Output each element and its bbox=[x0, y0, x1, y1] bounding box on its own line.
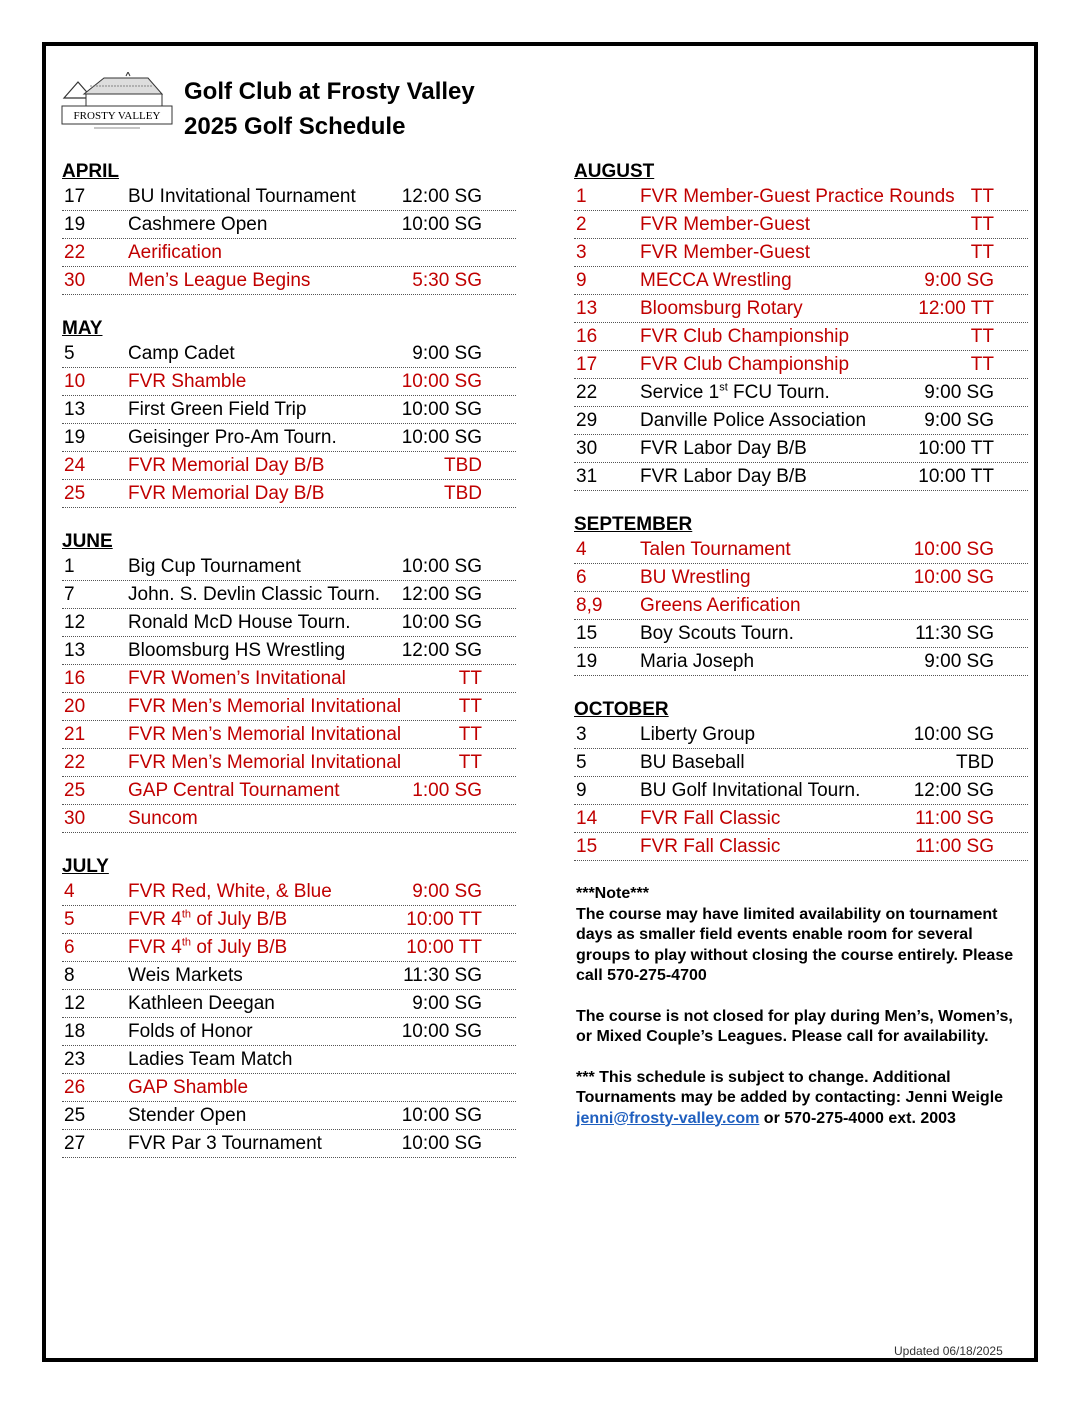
event-name bbox=[128, 669, 346, 689]
schedule-row bbox=[62, 665, 516, 693]
event-name-rest: FCU Tourn. bbox=[727, 382, 830, 403]
month-heading: SEPTEMBER bbox=[574, 514, 693, 535]
event-time: TT bbox=[970, 326, 994, 347]
schedule-row bbox=[62, 637, 516, 665]
event-day: 13 bbox=[64, 399, 86, 420]
event-name bbox=[128, 456, 324, 476]
schedule-row bbox=[62, 267, 516, 295]
month-section-april bbox=[62, 160, 516, 295]
event-name bbox=[640, 540, 791, 560]
schedule-row bbox=[574, 267, 1028, 295]
event-name bbox=[640, 383, 830, 403]
event-day: 27 bbox=[64, 1133, 86, 1154]
event-name bbox=[128, 966, 243, 986]
schedule-row bbox=[62, 211, 516, 239]
schedule-row bbox=[574, 749, 1028, 777]
event-name bbox=[128, 372, 246, 392]
event-day: 14 bbox=[576, 808, 598, 829]
schedule-row bbox=[574, 564, 1028, 592]
event-day: 3 bbox=[576, 724, 587, 745]
event-time: 10:00 SG bbox=[913, 567, 994, 588]
schedule-row bbox=[574, 435, 1028, 463]
month-heading: AUGUST bbox=[574, 161, 655, 182]
schedule-row bbox=[62, 934, 516, 962]
event-name bbox=[640, 781, 860, 801]
note-heading: ***Note*** bbox=[576, 885, 649, 902]
event-day: 30 bbox=[576, 438, 598, 459]
schedule-row bbox=[62, 553, 516, 581]
frosty-valley-logo bbox=[56, 72, 178, 132]
event-name-text: Suncom bbox=[128, 808, 198, 829]
event-time: 12:00 SG bbox=[401, 186, 482, 207]
event-day: 22 bbox=[64, 242, 86, 263]
event-name-rest: of July B/B bbox=[191, 909, 288, 930]
month-section-september bbox=[574, 513, 1028, 676]
event-name-text: FVR Labor Day B/B bbox=[640, 466, 807, 487]
title-line-1: Golf Club at Frosty Valley bbox=[184, 78, 475, 105]
event-name-text: Boy Scouts Tourn. bbox=[640, 623, 794, 644]
event-name-text: Folds of Honor bbox=[128, 1021, 253, 1042]
event-day: 5 bbox=[64, 343, 75, 364]
schedule-row bbox=[574, 620, 1028, 648]
event-name-text: FVR Member-Guest bbox=[640, 214, 810, 235]
schedule-row bbox=[574, 536, 1028, 564]
schedule-row bbox=[574, 721, 1028, 749]
event-time: 11:00 SG bbox=[915, 836, 994, 857]
schedule-row bbox=[62, 777, 516, 805]
event-name bbox=[640, 596, 801, 616]
event-name-text: FVR Men’s Memorial Invitational bbox=[128, 752, 402, 773]
event-name bbox=[640, 568, 751, 588]
event-name bbox=[128, 215, 267, 235]
event-name-text: FVR Memorial Day B/B bbox=[128, 483, 325, 504]
schedule-row bbox=[62, 368, 516, 396]
schedule-row bbox=[574, 323, 1028, 351]
event-name bbox=[128, 994, 275, 1014]
event-day: 3 bbox=[576, 242, 587, 263]
event-name bbox=[640, 837, 780, 857]
schedule-row bbox=[62, 452, 516, 480]
schedule-row bbox=[574, 648, 1028, 676]
event-time: 10:00 SG bbox=[401, 1105, 482, 1126]
event-name-text: FVR Fall Classic bbox=[640, 808, 781, 829]
event-time: 9:00 SG bbox=[924, 382, 994, 403]
schedule-row bbox=[62, 693, 516, 721]
event-name bbox=[128, 641, 345, 661]
event-name bbox=[128, 557, 301, 577]
event-day: 5 bbox=[576, 752, 587, 773]
logo-text: FROSTY VALLEY bbox=[73, 110, 161, 122]
event-time: TT bbox=[970, 186, 994, 207]
schedule-row bbox=[574, 351, 1028, 379]
event-day: 19 bbox=[64, 214, 86, 235]
event-name-text: BU Golf Invitational Tourn. bbox=[640, 780, 861, 801]
event-name-text: FVR Memorial Day B/B bbox=[128, 455, 325, 476]
event-name-text: FVR Shamble bbox=[128, 371, 247, 392]
note-block bbox=[576, 884, 1026, 1149]
schedule-row bbox=[62, 480, 516, 508]
event-time: TT bbox=[970, 214, 994, 235]
schedule-row bbox=[62, 878, 516, 906]
event-name-text: FVR 4 bbox=[128, 937, 182, 958]
event-name-text: Ladies Team Match bbox=[128, 1049, 293, 1070]
event-name bbox=[128, 1078, 248, 1098]
event-time: 11:30 SG bbox=[915, 623, 994, 644]
event-time: 11:30 SG bbox=[403, 965, 482, 986]
event-name-text: FVR Women’s Invitational bbox=[128, 668, 346, 689]
event-day: 30 bbox=[64, 270, 86, 291]
event-time: 12:00 SG bbox=[401, 640, 482, 661]
event-day: 30 bbox=[64, 808, 86, 829]
event-day: 9 bbox=[576, 780, 587, 801]
event-day: 31 bbox=[576, 466, 598, 487]
month-heading: OCTOBER bbox=[574, 699, 669, 720]
note-p3-after: or 570-275-4000 ext. 2003 bbox=[759, 1109, 956, 1127]
event-name bbox=[128, 725, 401, 745]
schedule-row bbox=[574, 833, 1028, 861]
event-time: 10:00 TT bbox=[918, 438, 994, 459]
schedule-row bbox=[62, 1130, 516, 1158]
schedule-row bbox=[62, 340, 516, 368]
schedule-row bbox=[62, 183, 516, 211]
event-day: 17 bbox=[64, 186, 86, 207]
event-day: 18 bbox=[64, 1021, 86, 1042]
event-name-text: Service 1 bbox=[640, 382, 720, 403]
left-column bbox=[62, 160, 516, 1180]
event-day: 7 bbox=[64, 584, 75, 605]
event-name bbox=[128, 428, 337, 448]
event-time: TT bbox=[458, 724, 482, 745]
event-name-text: FVR Men’s Memorial Invitational bbox=[128, 724, 402, 745]
event-time: 10:00 TT bbox=[406, 909, 482, 930]
event-name-text: FVR Fall Classic bbox=[640, 836, 781, 857]
event-name-text: FVR 4 bbox=[128, 909, 182, 930]
event-name bbox=[128, 697, 401, 717]
event-name-text: Weis Markets bbox=[128, 965, 243, 986]
event-name-text: Talen Tournament bbox=[640, 539, 791, 560]
event-time: 9:00 SG bbox=[924, 410, 994, 431]
event-day: 29 bbox=[576, 410, 598, 431]
schedule-row bbox=[62, 1102, 516, 1130]
note-paragraph-1: The course may have limited availability on tournament days as smaller field events enable room for several groups to play without closing the course entirely. Please call 570-275-4700 bbox=[576, 905, 1014, 984]
event-day: 22 bbox=[576, 382, 598, 403]
event-name-text: Liberty Group bbox=[640, 724, 756, 745]
event-name bbox=[128, 781, 340, 801]
event-time: 9:00 SG bbox=[412, 993, 482, 1014]
event-name-text: Ronald McD House Tourn. bbox=[128, 612, 351, 633]
event-name bbox=[640, 215, 810, 235]
month-section-may bbox=[62, 317, 516, 508]
event-name bbox=[128, 1134, 322, 1154]
event-time: 10:00 SG bbox=[401, 214, 482, 235]
event-day: 1 bbox=[576, 186, 587, 207]
schedule-row bbox=[62, 1046, 516, 1074]
contact-email-link[interactable]: jenni@frosty-valley.com bbox=[576, 1109, 760, 1127]
event-name bbox=[128, 910, 287, 930]
event-day: 4 bbox=[576, 539, 587, 560]
event-name bbox=[640, 809, 780, 829]
event-time: TT bbox=[970, 354, 994, 375]
event-name-text: Greens Aerification bbox=[640, 595, 801, 616]
event-name bbox=[640, 439, 807, 459]
month-section-august bbox=[574, 160, 1028, 491]
schedule-row bbox=[62, 962, 516, 990]
right-column bbox=[574, 160, 1028, 883]
event-time: TBD bbox=[444, 483, 482, 504]
event-name-text: Men’s League Begins bbox=[128, 270, 311, 291]
event-day: 6 bbox=[576, 567, 587, 588]
event-name-text: Maria Joseph bbox=[640, 651, 755, 672]
page-title bbox=[184, 74, 475, 144]
event-day: 19 bbox=[64, 427, 86, 448]
event-time: 9:00 SG bbox=[924, 270, 994, 291]
event-name-text: John. S. Devlin Classic Tourn. bbox=[128, 584, 381, 605]
event-time: 9:00 SG bbox=[412, 881, 482, 902]
event-day: 25 bbox=[64, 780, 86, 801]
event-name-text: GAP Central Tournament bbox=[128, 780, 340, 801]
event-time: TBD bbox=[444, 455, 482, 476]
event-name-text: BU Invitational Tournament bbox=[128, 186, 356, 207]
schedule-row bbox=[62, 581, 516, 609]
event-name-text: Cashmere Open bbox=[128, 214, 268, 235]
event-time: 12:00 SG bbox=[913, 780, 994, 801]
schedule-row bbox=[574, 407, 1028, 435]
event-time: 10:00 SG bbox=[401, 556, 482, 577]
event-name-text: Geisinger Pro-Am Tourn. bbox=[128, 427, 337, 448]
month-heading: JULY bbox=[62, 856, 109, 877]
event-day: 8,9 bbox=[576, 595, 603, 616]
event-name-text: FVR Red, White, & Blue bbox=[128, 881, 332, 902]
event-day: 10 bbox=[64, 371, 86, 392]
schedule-row bbox=[574, 379, 1028, 407]
event-day: 12 bbox=[64, 612, 86, 633]
event-name-text: First Green Field Trip bbox=[128, 399, 307, 420]
event-name bbox=[128, 1022, 253, 1042]
event-name bbox=[640, 753, 745, 773]
schedule-row bbox=[574, 183, 1028, 211]
event-day: 12 bbox=[64, 993, 86, 1014]
updated-date: Updated 06/18/2025 bbox=[894, 1344, 1003, 1358]
event-day: 26 bbox=[64, 1077, 86, 1098]
schedule-row bbox=[62, 396, 516, 424]
event-time: 5:30 SG bbox=[412, 270, 482, 291]
schedule-row bbox=[574, 211, 1028, 239]
event-time: 12:00 SG bbox=[401, 584, 482, 605]
event-name-rest: of July B/B bbox=[191, 937, 288, 958]
event-day: 24 bbox=[64, 455, 86, 476]
event-day: 22 bbox=[64, 752, 86, 773]
schedule-row bbox=[62, 990, 516, 1018]
event-name bbox=[640, 327, 849, 347]
event-time: TT bbox=[458, 752, 482, 773]
schedule-row bbox=[62, 906, 516, 934]
event-day: 5 bbox=[64, 909, 75, 930]
event-day: 16 bbox=[576, 326, 598, 347]
event-time: 10:00 TT bbox=[918, 466, 994, 487]
schedule-row bbox=[62, 805, 516, 833]
event-time: 10:00 SG bbox=[913, 539, 994, 560]
event-name-text: BU Wrestling bbox=[640, 567, 751, 588]
event-day: 13 bbox=[576, 298, 598, 319]
month-heading: APRIL bbox=[62, 161, 119, 182]
event-name bbox=[640, 725, 755, 745]
event-name-text: Bloomsburg HS Wrestling bbox=[128, 640, 346, 661]
event-time: 10:00 SG bbox=[401, 371, 482, 392]
event-name-text: Aerification bbox=[128, 242, 222, 263]
schedule-row bbox=[574, 592, 1028, 620]
event-time: 1:00 SG bbox=[412, 780, 482, 801]
event-time: 9:00 SG bbox=[924, 651, 994, 672]
event-name-text: FVR Labor Day B/B bbox=[640, 438, 807, 459]
event-name bbox=[640, 355, 849, 375]
event-name-text: Big Cup Tournament bbox=[128, 556, 301, 577]
event-day: 17 bbox=[576, 354, 598, 375]
event-name-text: Kathleen Deegan bbox=[128, 993, 275, 1014]
event-time: TT bbox=[458, 668, 482, 689]
event-name bbox=[640, 411, 866, 431]
event-time: 10:00 SG bbox=[401, 399, 482, 420]
event-time: 10:00 SG bbox=[913, 724, 994, 745]
event-time: TBD bbox=[956, 752, 994, 773]
event-name-text: Danville Police Association bbox=[640, 410, 867, 431]
schedule-row bbox=[574, 295, 1028, 323]
event-name bbox=[640, 467, 807, 487]
event-day: 23 bbox=[64, 1049, 86, 1070]
schedule-row bbox=[62, 1018, 516, 1046]
event-name-text: Camp Cadet bbox=[128, 343, 235, 364]
event-time: 9:00 SG bbox=[412, 343, 482, 364]
event-name bbox=[128, 1106, 246, 1126]
event-name bbox=[640, 624, 794, 644]
event-name bbox=[128, 938, 287, 958]
event-day: 1 bbox=[64, 556, 75, 577]
schedule-row bbox=[62, 609, 516, 637]
schedule-row bbox=[62, 721, 516, 749]
schedule-row bbox=[62, 239, 516, 267]
event-name-superscript: th bbox=[181, 908, 192, 921]
event-name bbox=[128, 753, 401, 773]
event-day: 6 bbox=[64, 937, 75, 958]
event-day: 20 bbox=[64, 696, 86, 717]
event-name-text: GAP Shamble bbox=[128, 1077, 249, 1098]
event-day: 15 bbox=[576, 623, 598, 644]
event-time: 12:00 TT bbox=[918, 298, 994, 319]
event-day: 8 bbox=[64, 965, 75, 986]
event-day: 2 bbox=[576, 214, 587, 235]
event-day: 25 bbox=[64, 483, 86, 504]
event-name-text: BU Baseball bbox=[640, 752, 745, 773]
event-day: 13 bbox=[64, 640, 86, 661]
event-name bbox=[640, 243, 810, 263]
event-name-text: FVR Club Championship bbox=[640, 326, 850, 347]
event-day: 15 bbox=[576, 836, 598, 857]
event-day: 9 bbox=[576, 270, 587, 291]
event-time: 10:00 TT bbox=[406, 937, 482, 958]
note-p3-text: *** This schedule is subject to change. Additional Tournaments may be added by contacting: Jenni Weigle bbox=[576, 1068, 1004, 1106]
month-section-october bbox=[574, 698, 1028, 861]
event-name bbox=[128, 484, 324, 504]
event-time: TT bbox=[458, 696, 482, 717]
event-time: 10:00 SG bbox=[401, 1021, 482, 1042]
event-name bbox=[128, 585, 380, 605]
event-name bbox=[128, 400, 306, 420]
event-day: 16 bbox=[64, 668, 86, 689]
event-name-text: FVR Member-Guest bbox=[640, 242, 810, 263]
event-time: 10:00 SG bbox=[401, 1133, 482, 1154]
schedule-row bbox=[574, 805, 1028, 833]
schedule-row bbox=[62, 749, 516, 777]
event-time: 10:00 SG bbox=[401, 612, 482, 633]
schedule-row bbox=[574, 239, 1028, 267]
schedule-row bbox=[574, 463, 1028, 491]
event-name bbox=[640, 271, 792, 291]
schedule-row bbox=[62, 424, 516, 452]
title-line-2: 2025 Golf Schedule bbox=[184, 113, 406, 140]
event-name-text: Stender Open bbox=[128, 1105, 247, 1126]
event-name-superscript: th bbox=[181, 936, 192, 949]
schedule-row bbox=[62, 1074, 516, 1102]
event-name bbox=[128, 1050, 292, 1070]
event-name bbox=[640, 652, 754, 672]
event-time: TT bbox=[970, 242, 994, 263]
event-name bbox=[128, 187, 356, 207]
month-section-june bbox=[62, 530, 516, 833]
event-name-text: FVR Club Championship bbox=[640, 354, 850, 375]
event-name bbox=[128, 882, 332, 902]
event-name-text: MECCA Wrestling bbox=[640, 270, 792, 291]
month-heading: JUNE bbox=[62, 531, 113, 552]
event-day: 25 bbox=[64, 1105, 86, 1126]
event-name-text: FVR Men’s Memorial Invitational bbox=[128, 696, 402, 717]
event-name bbox=[128, 344, 235, 364]
event-name-text: Bloomsburg Rotary bbox=[640, 298, 803, 319]
note-paragraph-2: The course is not closed for play during Men’s, Women’s, or Mixed Couple’s Leagues. Please call for availability. bbox=[576, 1007, 1013, 1045]
event-name bbox=[640, 187, 955, 207]
event-name bbox=[128, 613, 350, 633]
event-day: 21 bbox=[64, 724, 86, 745]
event-day: 19 bbox=[576, 651, 598, 672]
event-name bbox=[128, 243, 222, 263]
event-name bbox=[128, 271, 310, 291]
event-name-text: FVR Par 3 Tournament bbox=[128, 1133, 322, 1154]
note-paragraph-3 bbox=[576, 1068, 1026, 1130]
month-heading: MAY bbox=[62, 318, 103, 339]
month-section-july bbox=[62, 855, 516, 1158]
event-day: 4 bbox=[64, 881, 75, 902]
event-name bbox=[128, 809, 198, 829]
event-name-superscript: st bbox=[719, 381, 728, 394]
schedule-row bbox=[574, 777, 1028, 805]
event-name bbox=[640, 299, 803, 319]
event-name-text: FVR Member-Guest Practice Rounds bbox=[640, 186, 955, 207]
event-time: 10:00 SG bbox=[401, 427, 482, 448]
event-time: 11:00 SG bbox=[915, 808, 994, 829]
